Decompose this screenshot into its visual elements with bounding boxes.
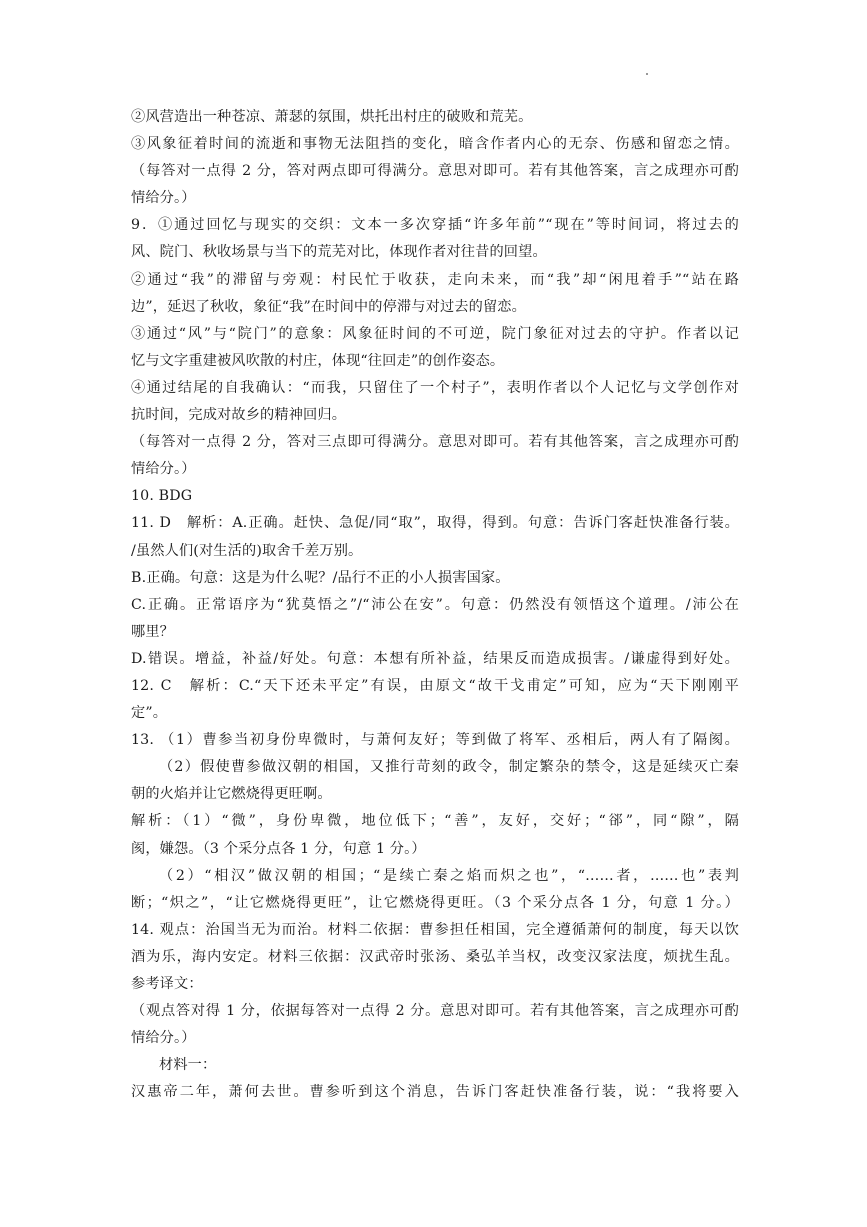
text-line: 忆与文字重建被风吹散的村庄，体现“往回走”的创作姿态。	[131, 352, 505, 369]
text-line: 汉惠帝二年，萧何去世。曹参听到这个消息，告诉门客赶快准备行装，说：“我将要入	[131, 1084, 739, 1101]
text-line: 情给分。）	[131, 461, 196, 478]
text-line: ④通过结尾的自我确认：“而我，只留住了一个村子”，表明作者以个人记忆与文学创作对	[131, 379, 739, 396]
text-line: 定”。	[131, 705, 168, 722]
text-line: 12. C 解析：C.“天下还未平定”有误，由原文“故干戈甫定”可知，应为“天下刚刚平	[131, 677, 739, 694]
text-line: （每答对一点得 2 分，答对三点即可得满分。意思对即可。若有其他答案，言之成理亦可酌	[131, 434, 739, 451]
text-line: 14. 观点：治国当无为而治。材料二依据：曹参担任相国，完全遵循萧何的制度，每天以饮	[131, 921, 739, 938]
text-line: （2）“相汉”做汉朝的相国；“是续亡秦之焰而炽之也”，“……者，……也”表判	[159, 867, 739, 884]
text-line: ③通过“风”与“院门”的意象：风象征时间的不可逆，院门象征对过去的守护。作者以记	[131, 325, 739, 342]
text-line: 风、院门、秋收场景与当下的荒芜对比，体现作者对往昔的回望。	[131, 244, 547, 261]
text-line: /虽然人们(对生活的)取舍千差万别。	[131, 542, 363, 559]
text-line: 11. D 解析：A.正确。赶快、急促/同“取”，取得，得到。句意：告诉门客赶快准备行装。	[131, 515, 739, 532]
text-line: 参考译文：	[131, 976, 203, 992]
text-line: （观点答对得 1 分，依据每答对一点得 2 分。意思对即可。若有其他答案，言之成理亦可酌	[131, 1003, 739, 1020]
text-line: 酒为乐，海内安定。材料三依据：汉武帝时张汤、桑弘羊当权，改变汉家法度，烦扰生乱。	[131, 948, 739, 965]
text-line: B.正确。句意：这是为什么呢？/品行不正的小人损害国家。	[131, 569, 510, 586]
text-line: ②风营造出一种苍凉、萧瑟的氛围，烘托出村庄的破败和荒芜。	[131, 109, 533, 125]
text-line: 13. （1）曹参当初身份卑微时，与萧何友好；等到做了将军、丞相后，两人有了隔阂。	[131, 732, 739, 749]
text-line: 情给分。）	[131, 1030, 196, 1047]
text-line: ②通过“我”的滞留与旁观：村民忙于收获，走向未来，而“我”却“闲甩着手”“站在路	[131, 271, 739, 288]
text-line: D.错误。增益，补益/好处。句意：本想有所补益，结果反而造成损害。/谦虚得到好处。	[131, 650, 739, 667]
text-line: 解析：（1）“微”，身份卑微，地位低下；“善”，友好，交好；“郤”，同“隙”，隔	[131, 813, 739, 830]
text-line: （每答对一点得 2 分，答对两点即可得满分。意思对即可。若有其他答案，言之成理亦可酌	[131, 163, 739, 180]
text-line: 材料一：	[159, 1057, 217, 1074]
text-line: 情给分。）	[131, 190, 196, 207]
text-line: 朝的火焰并让它燃烧得更旺啊。	[131, 786, 332, 803]
text-line: （2）假使曹参做汉朝的相国，又推行苛刻的政令，制定繁杂的禁令，这是延续灭亡秦	[159, 759, 739, 776]
text-line: C.正确。正常语序为“犹莫悟之”/“沛公在安”。句意：仍然没有领悟这个道理。/沛公在	[131, 596, 739, 613]
text-line: 阂，嫌怨。（3 个采分点各 1 分，句意 1 分。）	[131, 840, 426, 857]
text-line: 断；“炽之”，“让它燃烧得更旺”，让它燃烧得更旺。（3 个采分点各 1 分，句意 1 分。）	[131, 894, 739, 911]
text-line: 10. BDG	[131, 488, 193, 505]
text-line: 9．①通过回忆与现实的交织：文本一多次穿插“许多年前”“现在”等时间词，将过去的	[131, 217, 739, 234]
page-speck	[646, 73, 648, 75]
text-line: 抗时间，完成对故乡的精神回归。	[131, 407, 347, 424]
text-line: 哪里？	[131, 623, 175, 640]
text-line: ③风象征着时间的流逝和事物无法阻挡的变化，暗含作者内心的无奈、伤感和留恋之情。	[131, 136, 739, 153]
text-line: 边”，延迟了秋收，象征“我”在时间中的停滞与对过去的留恋。	[131, 298, 526, 315]
answer-text-body	[131, 104, 739, 1106]
